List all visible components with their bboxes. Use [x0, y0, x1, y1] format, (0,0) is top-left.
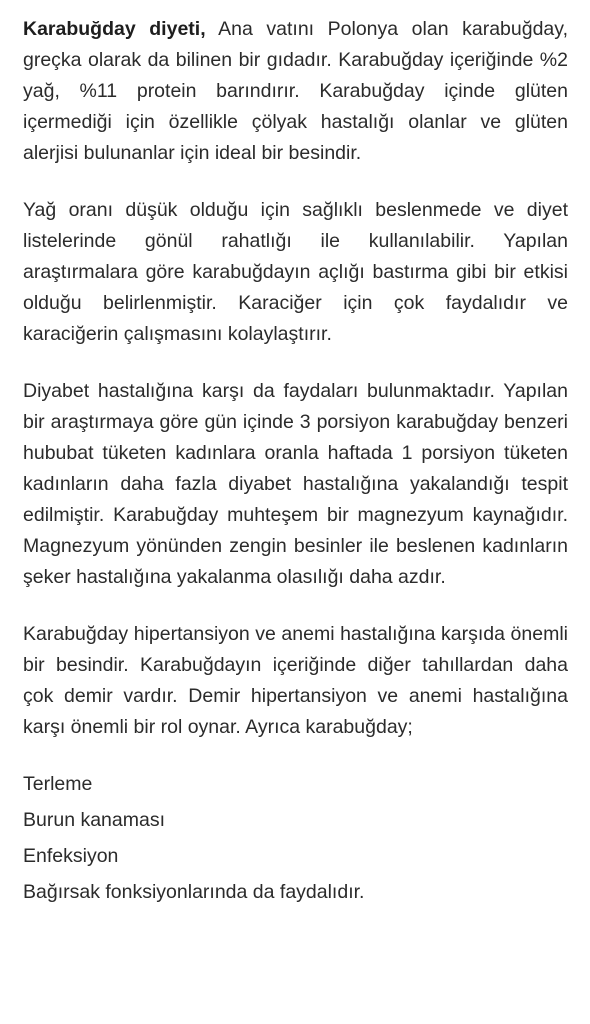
list-item: Bağırsak fonksiyonlarında da faydalıdır. — [23, 881, 365, 903]
paragraph-intro — [23, 14, 568, 169]
paragraph-fat-ratio: Yağ oranı düşük olduğu için sağlıklı beslenmede ve diyet listelerinde gönül rahatlığı ile kullanılabilir. Yapılan araştırmalara göre karabuğdayın açlığı bastırma gibi bir etkisi olduğu belirlenmiştir. Karaciğer için çok faydalıdır ve karaciğerin çalışmasını kolaylaştırır. — [23, 199, 568, 345]
benefit-list — [23, 769, 568, 908]
list-item: Enfeksiyon — [23, 845, 119, 867]
paragraph-diabetes: Diyabet hastalığına karşı da faydaları bulunmaktadır. Yapılan bir araştırmaya göre gün içinde 3 porsiyon karabuğday benzeri hububat tüketen kadınlara oranla haftada 1 porsiyon tüketen kadınların daha fazla diyabet hastalığına yakalandığı tespit edilmiştir. Karabuğday muhteşem bir magnezyum kaynağıdır. Magnezyum yönünden zengin besinler ile beslenen kadınların şeker hastalığına yakalanma olasılığı daha azdır. — [23, 380, 568, 588]
list-item: Burun kanaması — [23, 809, 165, 831]
intro-lead-bold: Karabuğday diyeti, — [23, 18, 206, 40]
paragraph-hypertension: Karabuğday hipertansiyon ve anemi hastalığına karşıda önemli bir besindir. Karabuğdayın içeriğinde diğer tahıllardan daha çok demir vardır. Demir hipertansiyon ve anemi hastalığına karşı önemli bir rol oynar. Ayrıca karabuğday; — [23, 623, 568, 738]
list-item: Terleme — [23, 773, 93, 795]
intro-text: Ana vatını Polonya olan karabuğday, greçka olarak da bilinen bir gıdadır. Karabuğday içeriğinde %2 yağ, %11 protein barındırır. Karabuğday içinde glüten içermediği için özellikle çölyak hastalığı olanlar ve glüten alerjisi bulunanlar için ideal bir besindir. — [23, 18, 568, 164]
